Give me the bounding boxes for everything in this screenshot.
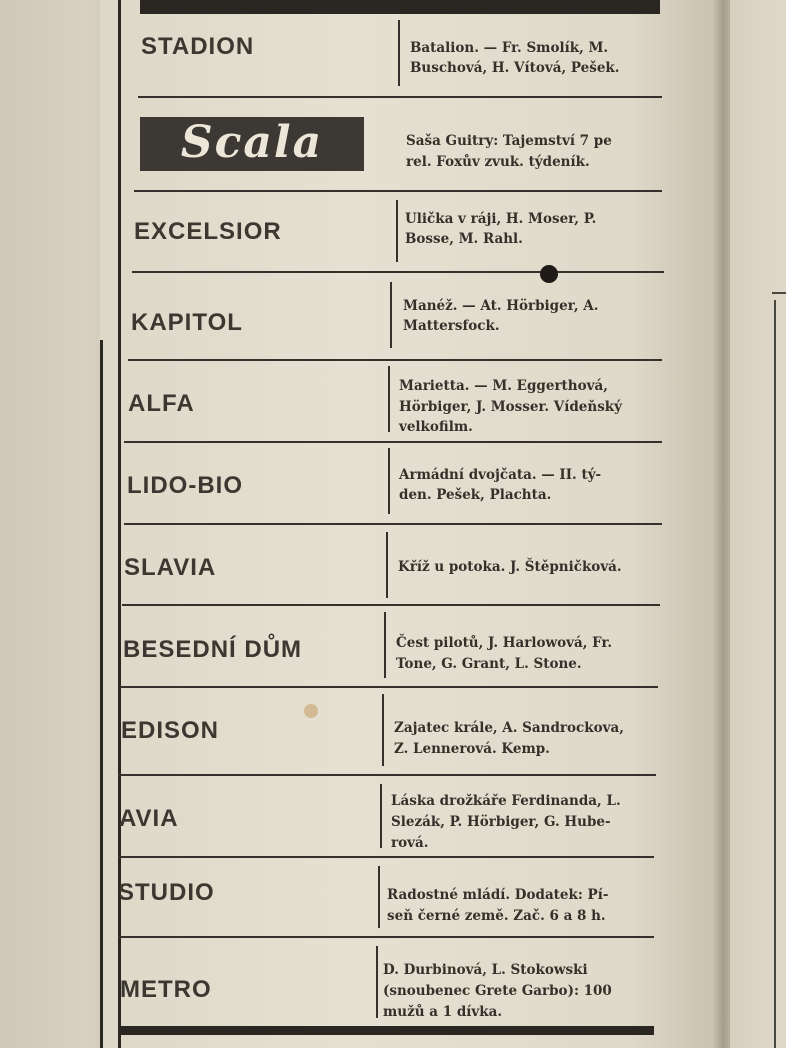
film-info-line: mužů a 1 dívka. xyxy=(383,1004,503,1020)
film-info-line: den. Pešek, Plachta. xyxy=(399,487,552,503)
row-separator xyxy=(120,686,658,688)
cinema-name: METRO xyxy=(120,976,212,1003)
cinema-name: STADION xyxy=(141,33,255,60)
film-info-line: (snoubenec Grete Garbo): 100 xyxy=(383,983,612,999)
film-info-line: Ulička v ráji, H. Moser, P. xyxy=(405,211,597,227)
row-separator xyxy=(118,856,654,858)
right-page-rule-h xyxy=(772,292,786,294)
film-info-line: D. Durbinová, L. Stokowski xyxy=(383,962,588,978)
scala-logo-text: Scala xyxy=(180,117,324,168)
film-info-line: Saša Guitry: Tajemství 7 pe xyxy=(406,133,612,149)
column-divider xyxy=(380,784,382,848)
film-info-line: Bosse, M. Rahl. xyxy=(405,231,523,247)
row-separator xyxy=(132,271,664,273)
cinema-name: AVIA xyxy=(119,805,179,832)
film-info-line: rová. xyxy=(391,835,429,851)
row-separator xyxy=(124,441,662,443)
film-info-line: Čest pilotů, J. Harlowová, Fr. xyxy=(396,635,613,651)
film-info-line: velkofilm. xyxy=(399,419,473,435)
film-info-line: Kříž u potoka. J. Štěpničková. xyxy=(398,559,622,575)
film-info-line: Manéž. — At. Hörbiger, A. xyxy=(403,298,599,314)
cinema-name: SLAVIA xyxy=(124,554,217,581)
cinema-name: ALFA xyxy=(128,390,195,417)
cinema-name: LIDO-BIO xyxy=(127,472,243,499)
row-separator xyxy=(122,604,660,606)
top-rule-bar xyxy=(140,0,660,14)
scala-logo xyxy=(140,117,364,171)
page-gutter xyxy=(712,0,732,1048)
film-info-line: Mattersfock. xyxy=(403,318,500,334)
film-info-line: Z. Lennerová. Kemp. xyxy=(394,741,550,757)
film-info-line: Tone, G. Grant, L. Stone. xyxy=(396,656,582,672)
column-divider xyxy=(378,866,380,928)
cinema-name: EXCELSIOR xyxy=(134,218,282,245)
film-info-line: Batalion. — Fr. Smolík, M. xyxy=(410,40,609,56)
cinema-name: BESEDNÍ DŮM xyxy=(123,636,303,663)
column-divider xyxy=(384,612,386,678)
column-divider xyxy=(388,366,390,432)
row-separator xyxy=(118,774,656,776)
film-info-line: Marietta. — M. Eggerthová, xyxy=(399,378,608,394)
film-info-line: Zajatec krále, A. Sandrockova, xyxy=(394,720,624,736)
cinema-name: STUDIO xyxy=(118,879,215,906)
column-divider xyxy=(376,946,378,1018)
film-info-line: Hörbiger, J. Mosser. Vídeňský xyxy=(399,399,622,415)
column-divider xyxy=(398,20,400,86)
row-separator xyxy=(118,936,654,938)
bottom-rule-bar xyxy=(118,1026,654,1035)
right-page xyxy=(730,0,786,1048)
film-info-line: Slezák, P. Hörbiger, G. Hube- xyxy=(391,814,611,830)
film-info-line: seň černé země. Zač. 6 a 8 h. xyxy=(387,908,606,924)
row-separator xyxy=(138,96,662,98)
column-left-border-lower xyxy=(100,340,103,1048)
row-separator xyxy=(128,359,662,361)
film-info-line: Láska drožkáře Ferdinanda, L. xyxy=(391,793,621,809)
ink-blot xyxy=(540,265,558,283)
row-separator xyxy=(124,523,662,525)
column-divider xyxy=(390,282,392,348)
film-info-line: Armádní dvojčata. — II. tý- xyxy=(399,467,602,483)
film-info-line: Buschová, H. Vítová, Pešek. xyxy=(410,60,620,76)
cinema-name: KAPITOL xyxy=(131,309,243,336)
row-separator xyxy=(134,190,662,192)
film-info-line: Radostné mládí. Dodatek: Pí- xyxy=(387,887,609,903)
column-divider xyxy=(388,448,390,514)
film-info-line: rel. Foxův zvuk. týdeník. xyxy=(406,154,590,170)
column-divider xyxy=(386,532,388,598)
column-divider xyxy=(382,694,384,766)
column-divider xyxy=(396,200,398,262)
right-page-rule-v xyxy=(774,300,776,1048)
cinema-name: EDISON xyxy=(121,717,220,744)
paper-stain xyxy=(304,704,318,718)
